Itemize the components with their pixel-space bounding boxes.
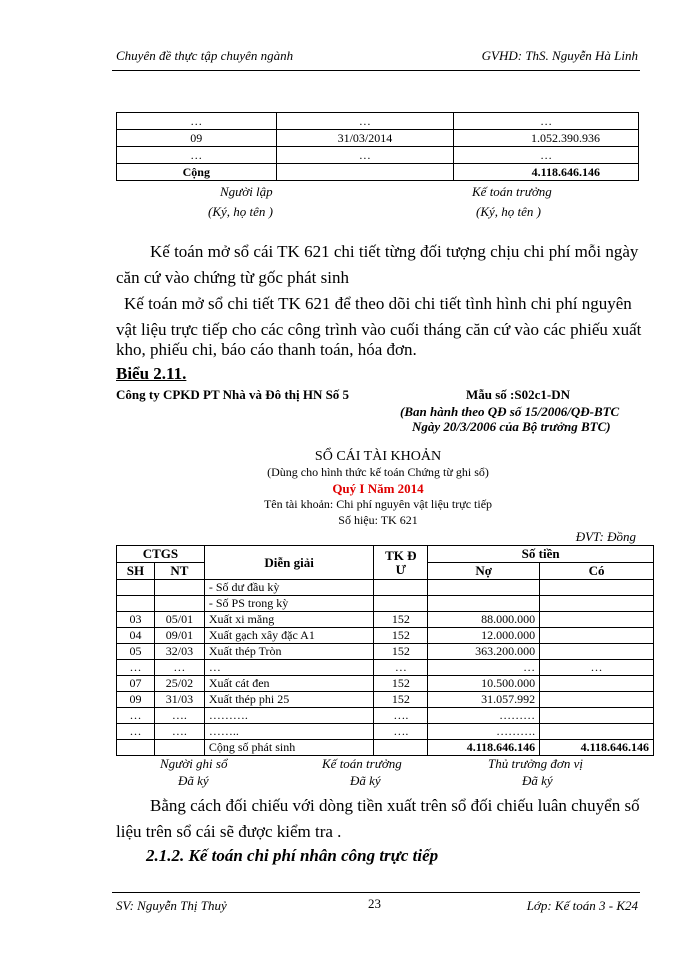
cell-dg: - Số dư đầu kỳ — [204, 580, 374, 596]
ledger-body — [117, 580, 654, 740]
decision-line-2: Ngày 20/3/2006 của Bộ trưởng BTC) — [412, 419, 611, 434]
cell-no: … — [428, 660, 540, 676]
signature-preparer-note: (Ký, họ tên ) — [208, 204, 273, 219]
cell-sh — [117, 596, 155, 612]
cell-dg: Xuất thép Tròn — [204, 644, 374, 660]
cell-nt: 09/01 — [154, 628, 204, 644]
cell-no — [428, 580, 540, 596]
signature-bookkeeper-note: Đã ký — [178, 773, 209, 788]
signature-preparer-title: Người lập — [220, 184, 273, 199]
total-label: Cộng số phát sinh — [204, 740, 374, 756]
cell-dg: …….. — [204, 724, 374, 740]
page-number: 23 — [368, 896, 381, 911]
cell-sh: 05 — [117, 644, 155, 660]
header-sh: SH — [117, 563, 155, 580]
cell-nt: 05/01 — [154, 612, 204, 628]
cell-nt: 31/03 — [154, 692, 204, 708]
cell-co — [540, 644, 654, 660]
cell-co — [540, 724, 654, 740]
cell — [154, 740, 204, 756]
table-header-row — [117, 546, 654, 563]
total-label: Cộng — [117, 164, 277, 181]
cell-tk: … — [374, 660, 428, 676]
footer-class: Lớp: Kế toán 3 - K24 — [526, 898, 638, 913]
cell-no: ……… — [428, 708, 540, 724]
cell-dg: Xuất gạch xây đặc A1 — [204, 628, 374, 644]
cell-tk: 152 — [374, 628, 428, 644]
cell-sh: … — [117, 708, 155, 724]
cell-no: 10.500.000 — [428, 676, 540, 692]
cell-sh: 03 — [117, 612, 155, 628]
cell-tk — [374, 580, 428, 596]
ledger-title: SỔ CÁI TÀI KHOẢN — [314, 449, 442, 464]
footer-divider — [112, 892, 640, 893]
table-row — [117, 676, 654, 692]
cell — [276, 164, 454, 181]
cell: 09 — [117, 130, 277, 147]
signature-bookkeeper-title: Người ghi sổ — [160, 756, 228, 771]
table-total-row — [117, 164, 639, 181]
form-number: Mẫu số :S02c1-DN — [466, 387, 570, 402]
cell-co: … — [540, 660, 654, 676]
cell-dg: Xuất xi măng — [204, 612, 374, 628]
cell-tk: 152 — [374, 612, 428, 628]
cell-tk: 152 — [374, 692, 428, 708]
header-right: GVHD: ThS. Nguyễn Hà Linh — [481, 48, 638, 63]
cell-tk: …. — [374, 708, 428, 724]
cell-co — [540, 580, 654, 596]
table-row — [117, 130, 639, 147]
cell-co — [540, 612, 654, 628]
ledger-subtitle: (Dùng cho hình thức kế toán Chứng từ ghi sổ) — [267, 465, 489, 479]
signature-director-note: Đã ký — [522, 773, 553, 788]
table-total-row — [117, 740, 654, 756]
cell-sh: … — [117, 724, 155, 740]
cell-nt — [154, 596, 204, 612]
bieu-label: Biểu 2.11. — [116, 364, 187, 383]
signature-director-title: Thủ trưởng đơn vị — [488, 756, 583, 771]
cell-dg: ………. — [204, 708, 374, 724]
paragraph-2-line-1: Kế toán mở sổ chi tiết TK 621 để theo dõi chi tiết tình hình chi phí nguyên — [124, 294, 632, 313]
closing-line-1: Bằng cách đối chiếu với dòng tiền xuất trên sổ đối chiếu luân chuyển số — [150, 796, 640, 815]
cell: … — [117, 147, 277, 164]
total-credit: 4.118.646.146 — [540, 740, 654, 756]
cell-co — [540, 676, 654, 692]
table-row — [117, 692, 654, 708]
cell-tk: 152 — [374, 644, 428, 660]
table-row — [117, 596, 654, 612]
cell: 31/03/2014 — [276, 130, 454, 147]
cell-dg: Xuất thép phi 25 — [204, 692, 374, 708]
cell — [374, 740, 428, 756]
cell-sh: 04 — [117, 628, 155, 644]
cell-dg: Xuất cát đen — [204, 676, 374, 692]
cell-sh — [117, 580, 155, 596]
cell: … — [276, 113, 454, 130]
cell-co — [540, 708, 654, 724]
cell-tk: …. — [374, 724, 428, 740]
cell: … — [117, 113, 277, 130]
cell-nt: 32/03 — [154, 644, 204, 660]
table-row — [117, 580, 654, 596]
header-credit: Có — [540, 563, 654, 580]
account-name: Tên tài khoản: Chi phí nguyên vật liệu trực tiếp — [263, 497, 493, 511]
table-row — [117, 113, 639, 130]
table-row — [117, 644, 654, 660]
paragraph-2-line-2: vật liệu trực tiếp cho các công trình vào cuối tháng căn cứ vào các phiếu xuất — [116, 320, 642, 339]
header-description: Diễn giải — [204, 546, 374, 580]
header-tkdu — [374, 546, 428, 580]
cell: … — [454, 147, 639, 164]
cell-no: 12.000.000 — [428, 628, 540, 644]
unit-label: ĐVT: Đồng — [575, 529, 636, 544]
table-row — [117, 147, 639, 164]
ledger-period: Quý I Năm 2014 — [332, 481, 424, 496]
cell-dg: … — [204, 660, 374, 676]
cell-tk: 152 — [374, 676, 428, 692]
paragraph-1-line-1: Kế toán mở sổ cái TK 621 chi tiết từng đối tượng chịu chi phí mỗi ngày — [150, 242, 639, 261]
account-number: Số hiệu: TK 621 — [338, 513, 418, 527]
paragraph-2-line-3: kho, phiếu chi, báo cáo thanh toán, hóa đơn. — [116, 340, 417, 359]
cell-no: 88.000.000 — [428, 612, 540, 628]
cell-nt — [154, 580, 204, 596]
signature-accountant-title: Kế toán trưởng — [472, 184, 552, 199]
company-name: Công ty CPKD PT Nhà và Đô thị HN Số 5 — [116, 387, 350, 402]
header-nt: NT — [154, 563, 204, 580]
cell: … — [454, 113, 639, 130]
decision-line-1: (Ban hành theo QĐ số 15/2006/QĐ-BTC — [400, 404, 620, 419]
cell-co — [540, 628, 654, 644]
cell: … — [276, 147, 454, 164]
closing-line-2: liệu trên sổ cái sẽ được kiểm tra . — [116, 822, 342, 841]
total-value: 4.118.646.146 — [454, 164, 639, 181]
header-left: Chuyên đề thực tập chuyên ngành — [116, 48, 294, 63]
cell-no: 363.200.000 — [428, 644, 540, 660]
header-amount: Số tiền — [428, 546, 654, 563]
header-divider — [112, 70, 640, 71]
signature-accountant-note: (Ký, họ tên ) — [476, 204, 541, 219]
cell-no — [428, 596, 540, 612]
cell-co — [540, 596, 654, 612]
table-row — [117, 660, 654, 676]
header-ctgs: CTGS — [117, 546, 205, 563]
cell-nt: …. — [154, 708, 204, 724]
cell-dg: - Số PS trong kỳ — [204, 596, 374, 612]
cell-nt: 25/02 — [154, 676, 204, 692]
paragraph-1-line-2: căn cứ vào chứng từ gốc phát sinh — [116, 268, 349, 287]
summary-table — [116, 112, 639, 181]
cell-co — [540, 692, 654, 708]
table-row — [117, 612, 654, 628]
cell-sh: 09 — [117, 692, 155, 708]
header-tkdu-line-2: Ư — [395, 561, 406, 577]
cell-sh: … — [117, 660, 155, 676]
table-row — [117, 724, 654, 740]
cell-no: ………. — [428, 724, 540, 740]
cell — [117, 740, 155, 756]
table-row — [117, 628, 654, 644]
cell-tk — [374, 596, 428, 612]
total-debit: 4.118.646.146 — [428, 740, 540, 756]
cell-nt: …. — [154, 724, 204, 740]
cell-sh: 07 — [117, 676, 155, 692]
signature-chief-accountant-note: Đã ký — [350, 773, 381, 788]
header-debit: Nợ — [428, 563, 540, 580]
footer-student: SV: Nguyễn Thị Thuỷ — [116, 898, 227, 913]
cell-nt: … — [154, 660, 204, 676]
table-row — [117, 708, 654, 724]
signature-chief-accountant-title: Kế toán trưởng — [322, 756, 402, 771]
header-tkdu-line-1: TK Đ — [385, 547, 417, 563]
ledger-table — [116, 545, 654, 756]
cell-no: 31.057.992 — [428, 692, 540, 708]
section-heading: 2.1.2. Kế toán chi phí nhân công trực tiếp — [146, 846, 439, 865]
cell: 1.052.390.936 — [454, 130, 639, 147]
